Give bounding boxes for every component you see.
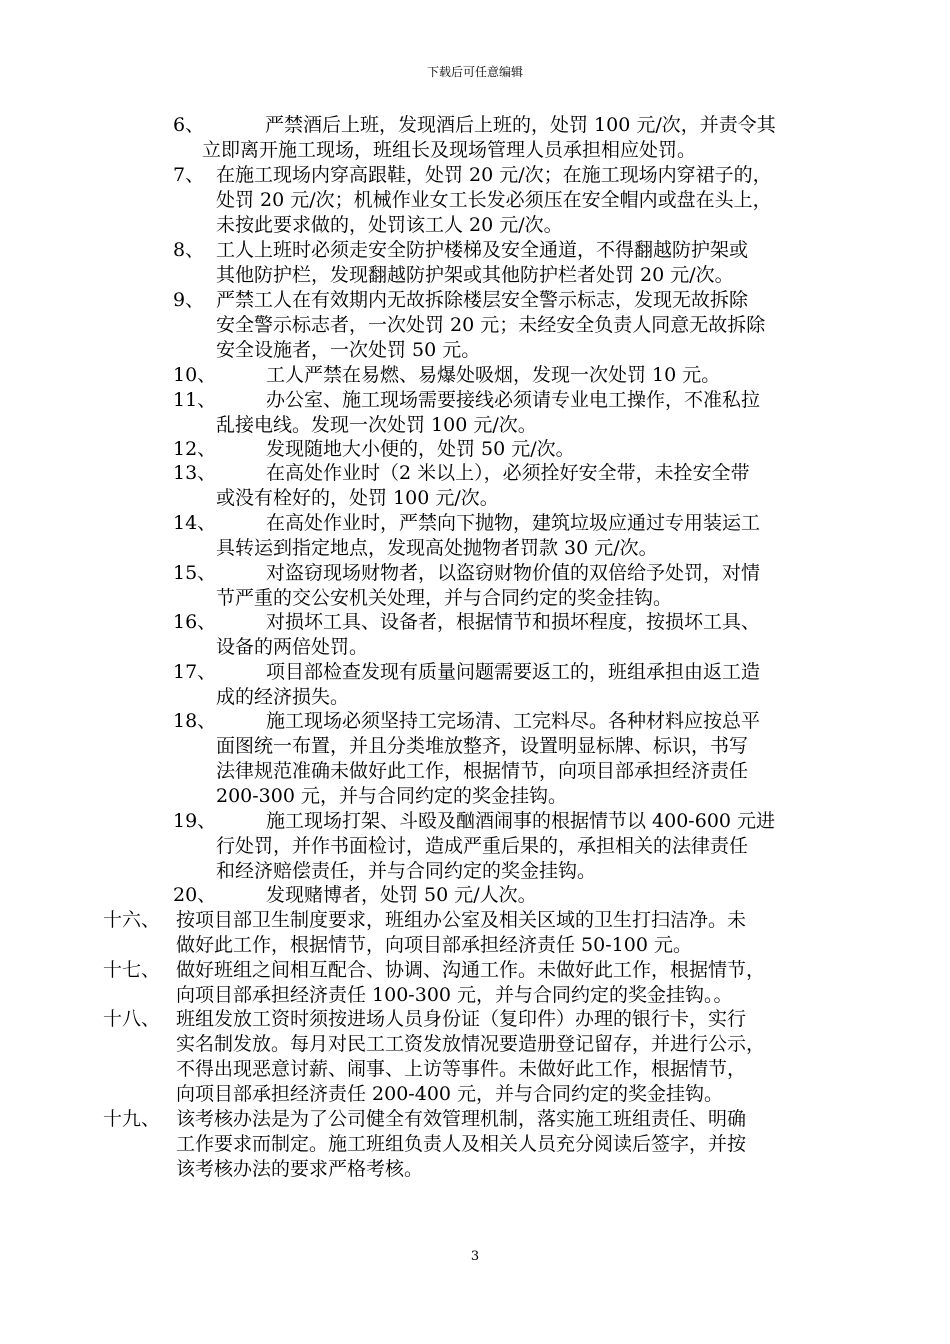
item-text-line: 立即离开施工现场，班组长及现场管理人员承担相应处罚。 <box>202 139 697 161</box>
item-text-line: 或没有栓好的，处罚 100 元/次。 <box>216 487 499 509</box>
item-number: 16、 <box>173 611 217 633</box>
item-text-line: 工人上班时必须走安全防护楼梯及安全通道，不得翻越防护架或 <box>216 239 749 261</box>
item-text-line: 按项目部卫生制度要求，班组办公室及相关区域的卫生打扫洁净。未 <box>176 909 747 931</box>
item-number: 8、 <box>173 239 205 261</box>
item-number: 十七、 <box>103 959 161 981</box>
item-text-line: 对盗窃现场财物者，以盗窃财物价值的双倍给予处罚，对情 <box>266 562 761 584</box>
item-text-line: 向项目部承担经济责任 200-400 元，并与合同约定的奖金挂钩。 <box>176 1083 724 1105</box>
item-number: 13、 <box>173 462 217 484</box>
item-text-line: 乱接电线。发现一次处罚 100 元/次。 <box>216 414 537 436</box>
item-text-line: 项目部检查发现有质量问题需要返工的，班组承担由返工造 <box>266 661 761 683</box>
item-text-line: 成的经济损失。 <box>216 686 350 708</box>
item-number: 9、 <box>173 289 205 311</box>
item-text-line: 200-300 元，并与合同约定的奖金挂钩。 <box>216 785 567 807</box>
item-number: 6、 <box>173 114 205 136</box>
item-text-line: 该考核办法的要求严格考核。 <box>176 1158 424 1180</box>
item-text-line: 未按此要求做的，处罚该工人 20 元/次。 <box>216 214 563 236</box>
page-number: 3 <box>470 1249 480 1264</box>
item-text-line: 实名制发放。每月对民工工资发放情况要造册登记留存，并进行公示， <box>176 1033 766 1055</box>
item-text-line: 法律规范准确未做好此工作，根据情节，向项目部承担经济责任 <box>216 760 749 782</box>
item-number: 十八、 <box>103 1008 161 1030</box>
item-text-line: 发现赌博者，处罚 50 元/人次。 <box>266 884 537 906</box>
item-text-line: 向项目部承担经济责任 100-300 元，并与合同约定的奖金挂钩。。 <box>176 984 733 1006</box>
item-text-line: 具转运到指定地点，发现高处抛物者罚款 30 元/次。 <box>216 537 658 559</box>
item-text-line: 该考核办法是为了公司健全有效管理机制，落实施工班组责任、明确 <box>176 1108 747 1130</box>
item-text-line: 对损坏工具、设备者，根据情节和损坏程度，按损坏工具、 <box>266 611 761 633</box>
item-text-line: 安全设施者，一次处罚 50 元。 <box>216 339 481 361</box>
item-text-line: 在高处作业时（2 米以上），必须拴好安全带，未拴安全带 <box>266 462 750 484</box>
item-text-line: 设备的两倍处罚。 <box>216 636 369 658</box>
item-text-line: 在高处作业时，严禁向下抛物，建筑垃圾应通过专用装运工 <box>266 512 761 534</box>
item-number: 10、 <box>173 364 217 386</box>
item-text-line: 发现随地大小便的，处罚 50 元/次。 <box>266 438 575 460</box>
item-number: 11、 <box>173 389 217 411</box>
item-text-line: 不得出现恶意讨薪、闹事、上访等事件。未做好此工作，根据情节， <box>176 1058 747 1080</box>
item-text-line: 在施工现场内穿高跟鞋，处罚 20 元/次；在施工现场内穿裙子的， <box>216 164 772 186</box>
page-header: 下载后可任意编辑 <box>426 65 523 79</box>
item-number: 12、 <box>173 438 217 460</box>
item-text-line: 节严重的交公安机关处理，并与合同约定的奖金挂钩。 <box>216 587 673 609</box>
item-number: 20、 <box>173 884 217 906</box>
item-text-line: 工人严禁在易燃、易爆处吸烟，发现一次处罚 10 元。 <box>266 364 721 386</box>
item-text-line: 工作要求而制定。施工班组负责人及相关人员充分阅读后签字，并按 <box>176 1133 747 1155</box>
item-text-line: 行处罚，并作书面检讨，造成严重后果的，承担相关的法律责任 <box>216 835 749 857</box>
item-text-line: 处罚 20 元/次；机械作业女工长发必须压在安全帽内或盘在头上， <box>216 189 772 211</box>
item-text-line: 其他防护栏，发现翻越防护架或其他防护栏者处罚 20 元/次。 <box>216 264 734 286</box>
item-text-line: 面图统一布置，并且分类堆放整齐，设置明显标牌、标识，书写 <box>216 735 749 757</box>
item-number: 7、 <box>173 164 205 186</box>
item-number: 十六、 <box>103 909 161 931</box>
item-text-line: 施工现场打架、斗殴及酗酒闹事的根据情节以 400-600 元进 <box>266 810 776 832</box>
item-text-line: 严禁工人在有效期内无故拆除楼层安全警示标志，发现无故拆除 <box>216 289 749 311</box>
item-text-line: 做好班组之间相互配合、协调、沟通工作。未做好此工作，根据情节， <box>176 959 766 981</box>
item-text-line: 班组发放工资时须按进场人员身份证（复印件）办理的银行卡，实行 <box>176 1008 747 1030</box>
item-number: 十九、 <box>103 1108 161 1130</box>
item-number: 15、 <box>173 562 217 584</box>
item-number: 19、 <box>173 810 217 832</box>
item-text-line: 和经济赔偿责任，并与合同约定的奖金挂钩。 <box>216 860 597 882</box>
item-number: 17、 <box>173 661 217 683</box>
item-text-line: 施工现场必须坚持工完场清、工完料尽。各种材料应按总平 <box>266 710 761 732</box>
item-number: 14、 <box>173 512 217 534</box>
item-number: 18、 <box>173 710 217 732</box>
item-text-line: 做好此工作，根据情节，向项目部承担经济责任 50-100 元。 <box>176 934 692 956</box>
item-text-line: 安全警示标志者，一次处罚 20 元；未经安全负责人同意无故拆除 <box>216 314 766 336</box>
item-text-line: 严禁酒后上班，发现酒后上班的，处罚 100 元/次，并责令其 <box>265 114 776 136</box>
item-text-line: 办公室、施工现场需要接线必须请专业电工操作，不准私拉 <box>266 389 761 411</box>
